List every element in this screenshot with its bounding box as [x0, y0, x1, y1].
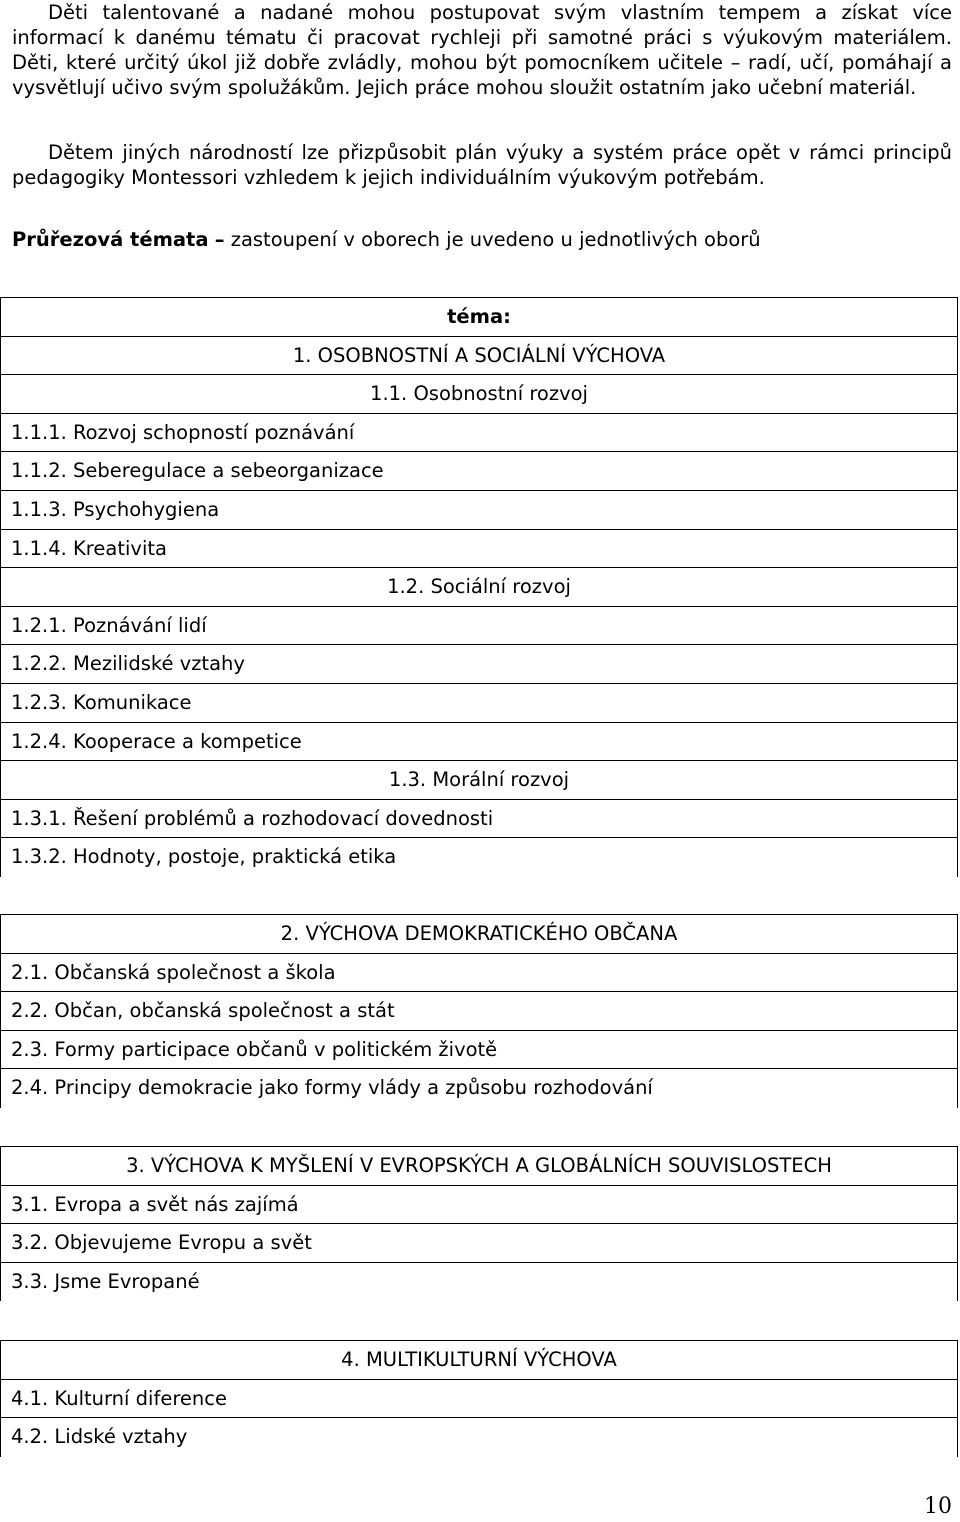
- item-1-2-2: 1.2.2. Mezilidské vztahy: [1, 645, 957, 684]
- item-4-2: 4.2. Lidské vztahy: [11, 1425, 188, 1449]
- item-3-1: 3.1. Evropa a svět nás zajímá: [1, 1186, 957, 1225]
- intro-paragraph-nationalities: Dětem jiných národností lze přizpůsobit plán výuky a systém práce opět v rámci principů pedagogiky Montessori vzhledem k jejich individuálním výukovým potřebám.: [12, 141, 952, 189]
- theme-4-title: 4. MULTIKULTURNÍ VÝCHOVA: [1, 1341, 957, 1380]
- section-1-1-title: 1.1. Osobnostní rozvoj: [1, 375, 957, 414]
- theme-table-3: [0, 1146, 958, 1301]
- item-1-2-4: 1.2.4. Kooperace a kompetice: [1, 723, 957, 762]
- theme-label: téma:: [1, 298, 957, 337]
- section-1-2-title: 1.2. Sociální rozvoj: [1, 568, 957, 607]
- item-1-2-1: 1.2.1. Poznávání lidí: [1, 607, 957, 646]
- item-1-2-3: 1.2.3. Komunikace: [1, 684, 957, 723]
- item-2-2: 2.2. Občan, občanská společnost a stát: [1, 992, 957, 1031]
- cross-curricular-heading: [12, 228, 761, 251]
- theme-table-4: [0, 1340, 958, 1457]
- item-2-1: 2.1. Občanská společnost a škola: [1, 954, 957, 993]
- theme-table-2: [0, 914, 958, 1108]
- theme-1-title: 1. OSOBNOSTNÍ A SOCIÁLNÍ VÝCHOVA: [1, 337, 957, 376]
- heading-bold: Průřezová témata: [12, 228, 209, 251]
- item-2-3: 2.3. Formy participace občanů v politickém životě: [1, 1031, 957, 1070]
- item-1-3-2: 1.3.2. Hodnoty, postoje, praktická etika: [11, 845, 397, 869]
- item-1-1-3: 1.1.3. Psychohygiena: [1, 491, 957, 530]
- section-1-3-title: 1.3. Morální rozvoj: [1, 761, 957, 800]
- theme-3-title: 3. VÝCHOVA K MYŠLENÍ V EVROPSKÝCH A GLOBÁLNÍCH SOUVISLOSTECH: [1, 1147, 957, 1186]
- page-number: 10: [924, 1494, 952, 1519]
- theme-table-1: [0, 297, 958, 877]
- theme-2-title: 2. VÝCHOVA DEMOKRATICKÉHO OBČANA: [1, 915, 957, 954]
- item-3-3: 3.3. Jsme Evropané: [11, 1269, 200, 1293]
- heading-dash: –: [214, 228, 225, 251]
- item-1-1-4: 1.1.4. Kreativita: [1, 530, 957, 569]
- item-1-3-1: 1.3.1. Řešení problémů a rozhodovací dovednosti: [1, 800, 957, 839]
- item-4-1: 4.1. Kulturní diference: [1, 1380, 957, 1419]
- item-1-1-1: 1.1.1. Rozvoj schopností poznávání: [1, 414, 957, 453]
- heading-rest: zastoupení v oborech je uvedeno u jednotlivých oborů: [230, 228, 761, 251]
- intro-paragraph-talented: Děti talentované a nadané mohou postupovat svým vlastním tempem a získat více informací k danému tématu či pracovat rychleji při samotné práci s výukovým materiálem. Děti, které určitý úkol již dobře zvládly, mohou být pomocníkem učitele – radí, učí, pomáhají a vysvětlují učivo svým spolužákům. Jejich práce mohou sloužit ostatním jako učební materiál.: [12, 1, 952, 99]
- item-1-1-2: 1.1.2. Seberegulace a sebeorganizace: [1, 452, 957, 491]
- item-3-2: 3.2. Objevujeme Evropu a svět: [1, 1224, 957, 1263]
- item-2-4: 2.4. Principy demokracie jako formy vlády a způsobu rozhodování: [11, 1076, 653, 1100]
